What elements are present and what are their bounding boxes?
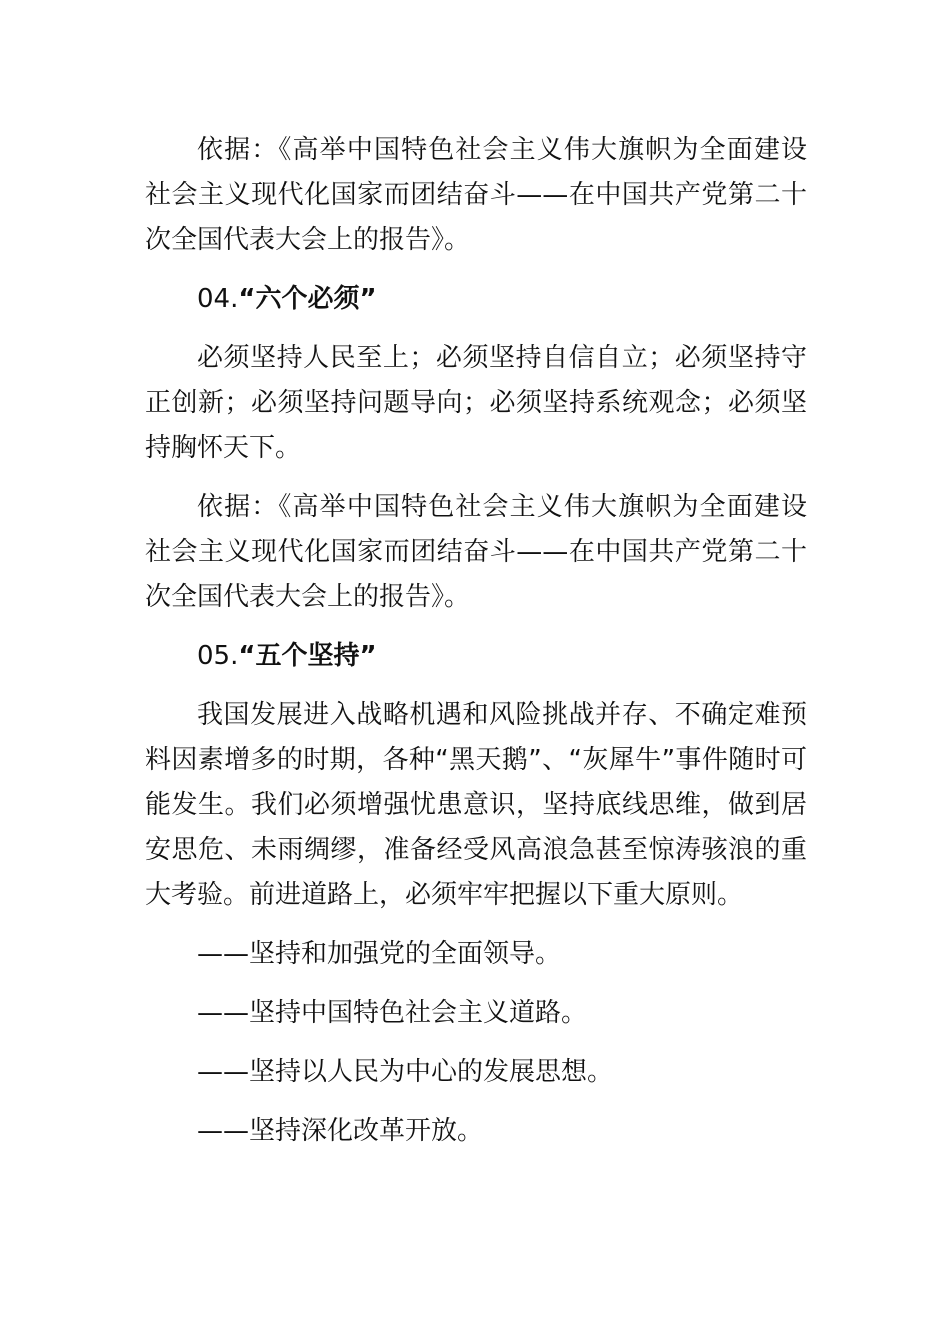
section-05-number: 05. xyxy=(197,641,239,671)
principle-item: ——坚持深化改革开放。 xyxy=(197,1116,484,1146)
section-05-heading xyxy=(145,634,807,679)
section-04-body: 必须坚持人民至上；必须坚持自信自立；必须坚持守正创新；必须坚持问题导向；必须坚持系统观念；必须坚持胸怀天下。 xyxy=(145,343,807,463)
section-05-body: 我国发展进入战略机遇和风险挑战并存、不确定难预料因素增多的时期，各种“黑天鹅”、“灰犀牛”事件随时可能发生。我们必须增强忧患意识，坚持底线思维，做到居安思危、未雨绸缪，准备经受风高浪急甚至惊涛骇浪的重大考验。前进道路上，必须牢牢把握以下重大原则。 xyxy=(145,700,807,910)
section-05-title: “五个坚持” xyxy=(238,641,377,671)
principle-item: ——坚持以人民为中心的发展思想。 xyxy=(197,1057,614,1087)
section-04-heading xyxy=(145,277,807,322)
section-04-title: “六个必须” xyxy=(238,284,377,314)
principle-item: ——坚持和加强党的全面领导。 xyxy=(197,939,562,969)
section-04-basis: 依据：《高举中国特色社会主义伟大旗帜为全面建设社会主义现代化国家而团结奋斗——在中国共产党第二十次全国代表大会上的报告》。 xyxy=(145,492,807,612)
basis-paragraph-1: 依据：《高举中国特色社会主义伟大旗帜为全面建设社会主义现代化国家而团结奋斗——在中国共产党第二十次全国代表大会上的报告》。 xyxy=(145,135,807,255)
document-body xyxy=(145,128,807,1154)
section-04-number: 04. xyxy=(197,284,239,314)
principle-item: ——坚持中国特色社会主义道路。 xyxy=(197,998,588,1028)
